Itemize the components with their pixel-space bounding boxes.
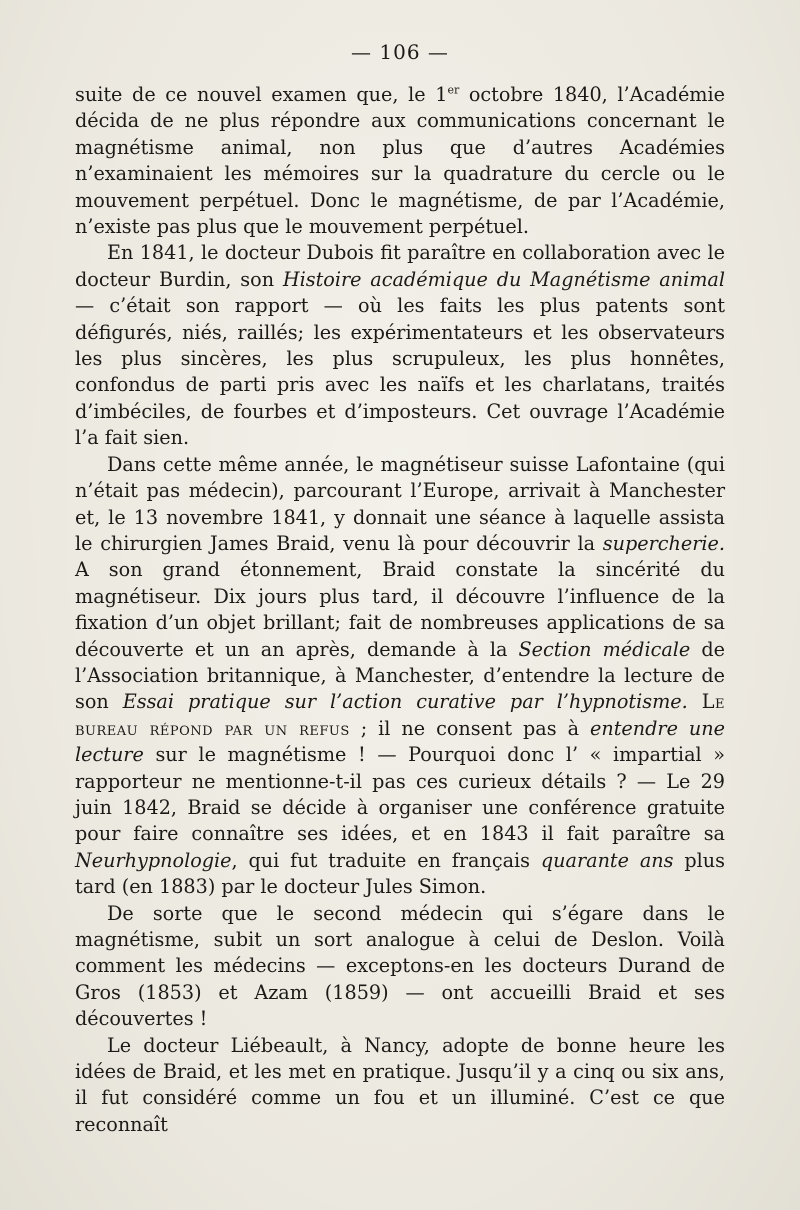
paragraph-5 <box>75 1033 725 1139</box>
text-run: A son grand étonnement, Braid constate la sincérité du magnétiseur. Dix jours plus tard, il découvre l’influence de la fixation d’un objet brillant; fait de nombreuses applications de sa découverte et un an après, demande à la <box>75 558 725 661</box>
page-number: — 106 — <box>351 40 449 64</box>
italic-text: Section médicale <box>518 637 691 661</box>
italic-text: entendre une lecture <box>75 716 725 767</box>
text-run: — c’était son rapport — où les faits les plus patents sont défigurés, niés, raillés; les expérimentateurs et les observateurs les plus sincères, les plus scrupuleux, les plus honnêtes, confondus de parti pris avec les naïfs et les charlatans, traités d’imbéciles, de fourbes et d’imposteurs. Cet ouvrage l’Académie l’a fait sien. <box>75 294 725 450</box>
text-run: sur le magnétisme ! — Pourquoi donc l’ « impartial » rapporteur ne mentionne-t-il pas ces curieux détails ? — Le 29 juin 1842, Braid se décide à organiser une conférence gratuite pour faire connaître ses idées, et en 1843 il fait paraître sa <box>75 743 725 846</box>
text-run: En 1841, le docteur Dubois fit paraître en collaboration avec le docteur Burdin, son <box>75 241 725 291</box>
small-caps-text: Le bureau répond par un refus <box>75 690 725 740</box>
text-run: plus tard (en 1883) par le docteur Jules Simon. <box>75 848 725 899</box>
italic-text: quarante ans <box>540 848 674 872</box>
text-run: Le docteur Liébeault, à Nancy, adopte de bonne heure les idées de Braid, et les met en pratique. Jusqu’il y a cinq ou six ans, il fut considéré comme un fou et un illuminé. C’est ce que reconnaît <box>75 1033 725 1136</box>
paragraph-3 <box>75 452 725 901</box>
text-run: Dans cette même année, le magnétiseur suisse Lafontaine (qui n’était pas médecin), parcourant l’Europe, arrivait à Manchester et, le 13 novembre 1841, y donnait une séance à laquelle assista le chirurgien James Braid, venu là pour découvrir la <box>75 452 725 555</box>
italic-text: Histoire académique du Magnétisme animal <box>282 267 725 291</box>
paragraph-2 <box>75 240 725 451</box>
text-run: suite de ce nouvel examen que, le 1 <box>75 83 448 106</box>
text-run: De sorte que le second médecin qui s’égare dans le magnétisme, subit un sort analogue à celui de Deslon. Voilà comment les médecins — exceptons-en les docteurs Durand de Gros (1853) et Azam (1859) — ont accueilli Braid et ses découvertes ! <box>75 901 725 1031</box>
italic-text: supercherie. <box>602 531 725 555</box>
italic-text: Neurhypnologie <box>75 848 232 872</box>
superscript: er <box>447 83 460 97</box>
body-text <box>75 82 725 1138</box>
paragraph-4 <box>75 901 725 1033</box>
text-run: ; il ne consent pas à <box>349 716 590 740</box>
text-run: de l’Association britannique, à Manchester, d’entendre la lecture de son <box>75 637 725 714</box>
text-run <box>688 690 702 713</box>
paragraph-1 <box>75 82 725 240</box>
text-run: octobre 1840, l’Académie décida de ne plus répondre aux communications concernant le magnétisme animal, non plus que d’autres Académies n’examinaient les mémoires sur la quadrature du cercle ou le mouvement perpétuel. Donc le magnétisme, de par l’Académie, n’existe pas plus que le mouvement perpétuel. <box>75 83 725 239</box>
text-run: , qui fut traduite en français <box>231 848 541 872</box>
italic-text: Essai pratique sur l’action curative par l’hypnotisme. <box>122 690 688 714</box>
